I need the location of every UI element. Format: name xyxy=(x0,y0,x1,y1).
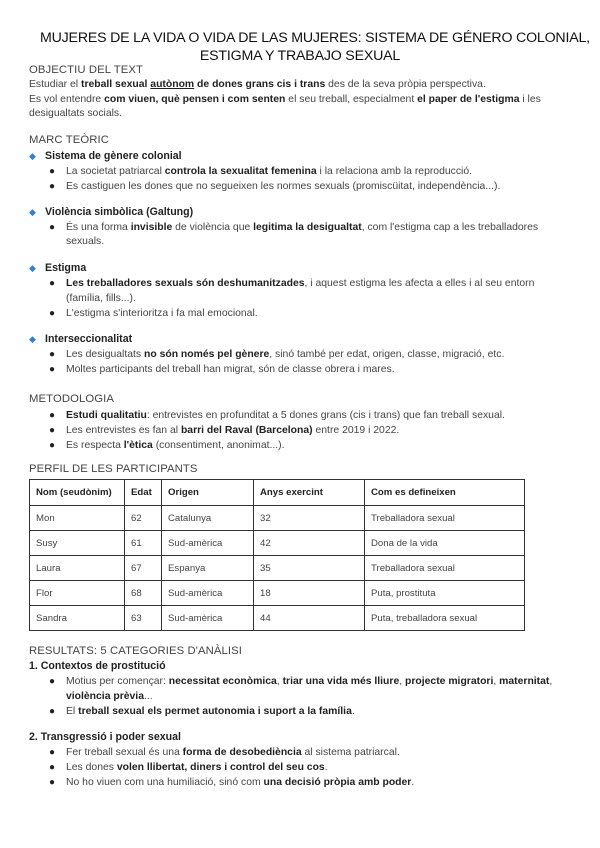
list-item: ● Motius per començar: necessitat econòmica, triar una vida més lliure, projecte migratori, maternitat, xyxy=(66,675,576,690)
bullet-icon: ● xyxy=(49,308,56,319)
bullet-icon: ● xyxy=(49,676,56,687)
document-title: MUJERES DE LA VIDA O VIDA DE LAS MUJERES: SISTEMA DE GÉNERO COLONIAL, ESTIGMA Y TRABAJO SEXUAL xyxy=(40,30,590,64)
bullet-icon: ● xyxy=(49,278,56,289)
category-1-heading: 1. Contextos de prostitució xyxy=(29,660,166,672)
list-item-continuation: violència prèvia... xyxy=(66,691,153,702)
list-item: ● Les entrevistes es fan al barri del Raval (Barcelona) entre 2019 i 2022. xyxy=(66,424,576,439)
subheading-intersectionality: ◆ Interseccionalitat xyxy=(29,333,133,345)
table-row xyxy=(30,506,525,531)
list-item: ● Estudi qualitatiu: entrevistes en profunditat a 5 dones grans (cis i trans) que fan treball sexual. xyxy=(66,409,576,424)
table-cell: Sud-amèrica xyxy=(162,531,254,556)
table-cell: 68 xyxy=(125,581,162,606)
table-cell: 18 xyxy=(254,581,365,606)
section-heading-resultats: RESULTATS: 5 CATEGORIES D'ANÀLISI xyxy=(29,645,243,657)
column-header: Com es defineixen xyxy=(365,480,525,506)
table-cell: 63 xyxy=(125,606,162,631)
participants-table xyxy=(29,479,525,631)
bullet-icon: ● xyxy=(49,364,56,375)
table-cell: 67 xyxy=(125,556,162,581)
list-item: ● Es castiguen les dones que no segueixen les normes sexuals (promiscüitat, independència...). xyxy=(66,180,576,195)
bullet-icon: ● xyxy=(49,349,56,360)
bullet-icon: ● xyxy=(49,762,56,773)
bullet-icon: ● xyxy=(49,410,56,421)
table-row xyxy=(30,581,525,606)
diamond-bullet-icon: ◆ xyxy=(29,151,36,161)
list-item: ● El treball sexual els permet autonomia i suport a la família. xyxy=(66,705,576,720)
table-cell: Puta, treballadora sexual xyxy=(365,606,525,631)
subheading-stigma: ◆ Estigma xyxy=(29,262,87,274)
list-item-continuation: (família, fills...). xyxy=(66,293,136,304)
column-header: Anys exercint xyxy=(254,480,365,506)
section-heading-objectiu: OBJECTIU DEL TEXT xyxy=(29,64,144,76)
bullet-icon: ● xyxy=(49,181,56,192)
list-item: ● Les desigualtats no són només pel gènere, sinó també per edat, origen, classe, migració, etc. xyxy=(66,348,576,363)
list-item: ● Moltes participants del treball han migrat, són de classe obrera i mares. xyxy=(66,363,576,378)
diamond-bullet-icon: ◆ xyxy=(29,207,36,217)
subheading-symbolic-violence: ◆ Violència simbòlica (Galtung) xyxy=(29,206,194,218)
diamond-bullet-icon: ◆ xyxy=(29,334,36,344)
bullet-icon: ● xyxy=(49,777,56,788)
bullet-icon: ● xyxy=(49,166,56,177)
bullet-icon: ● xyxy=(49,706,56,717)
table-cell: Treballadora sexual xyxy=(365,556,525,581)
objectiu-line-2: Es vol entendre com viuen, què pensen i com senten el seu treball, especialment el paper de l'estigma i les xyxy=(29,94,541,105)
objectiu-line-3: desigualtats socials. xyxy=(29,108,122,119)
list-item: ● No ho viuen com una humiliació, sinó com una decisió pròpia amb poder. xyxy=(66,776,576,791)
bullet-icon: ● xyxy=(49,222,56,233)
list-item: ● Les treballadores sexuals són deshumanitzades, i aquest estigma les afecta a elles i al seu entorn xyxy=(66,277,576,292)
section-heading-metodologia: METODOLOGIA xyxy=(29,393,115,405)
table-cell: 35 xyxy=(254,556,365,581)
table-cell: Mon xyxy=(30,506,125,531)
table-cell: Sud-amèrica xyxy=(162,581,254,606)
bullet-icon: ● xyxy=(49,440,56,451)
list-item: ● És una forma invisible de violència que legitima la desigualtat, com l'estigma cap a les treballadores xyxy=(66,221,576,236)
table-cell: Catalunya xyxy=(162,506,254,531)
column-header: Nom (seudònim) xyxy=(30,480,125,506)
list-item: ● L'estigma s'interioritza i fa mal emocional. xyxy=(66,307,576,322)
table-cell: Treballadora sexual xyxy=(365,506,525,531)
table-row xyxy=(30,556,525,581)
list-item: ● Es respecta l'ètica (consentiment, anonimat...). xyxy=(66,439,576,454)
table-row xyxy=(30,606,525,631)
table-cell: Flor xyxy=(30,581,125,606)
list-item: ● La societat patriarcal controla la sexualitat femenina i la relaciona amb la reproducció. xyxy=(66,165,576,180)
bullet-icon: ● xyxy=(49,747,56,758)
subheading-gender-system: ◆ Sistema de gènere colonial xyxy=(29,150,182,162)
table-cell: Sandra xyxy=(30,606,125,631)
table-cell: Laura xyxy=(30,556,125,581)
objectiu-line-1: Estudiar el treball sexual autònom de dones grans cis i trans des de la seva pròpia perspectiva. xyxy=(29,79,486,90)
column-header: Origen xyxy=(162,480,254,506)
table-cell: 61 xyxy=(125,531,162,556)
list-item: ● Les dones volen llibertat, diners i control del seu cos. xyxy=(66,761,576,776)
table-cell: Dona de la vida xyxy=(365,531,525,556)
list-item-continuation: sexuals. xyxy=(66,236,105,247)
table-header-row xyxy=(30,480,525,506)
table-cell: 32 xyxy=(254,506,365,531)
diamond-bullet-icon: ◆ xyxy=(29,263,36,273)
table-cell: Sud-amèrica xyxy=(162,606,254,631)
table-cell: Puta, prostituta xyxy=(365,581,525,606)
table-row xyxy=(30,531,525,556)
category-2-heading: 2. Transgressió i poder sexual xyxy=(29,731,181,743)
bullet-icon: ● xyxy=(49,425,56,436)
section-heading-marc: MARC TEÒRIC xyxy=(29,134,109,146)
section-heading-perfil: PERFIL DE LES PARTICIPANTS xyxy=(29,463,198,475)
table-cell: Susy xyxy=(30,531,125,556)
table-cell: 62 xyxy=(125,506,162,531)
table-cell: 44 xyxy=(254,606,365,631)
table-cell: 42 xyxy=(254,531,365,556)
list-item: ● Fer treball sexual és una forma de desobediència al sistema patriarcal. xyxy=(66,746,576,761)
table-cell: Espanya xyxy=(162,556,254,581)
column-header: Edat xyxy=(125,480,162,506)
